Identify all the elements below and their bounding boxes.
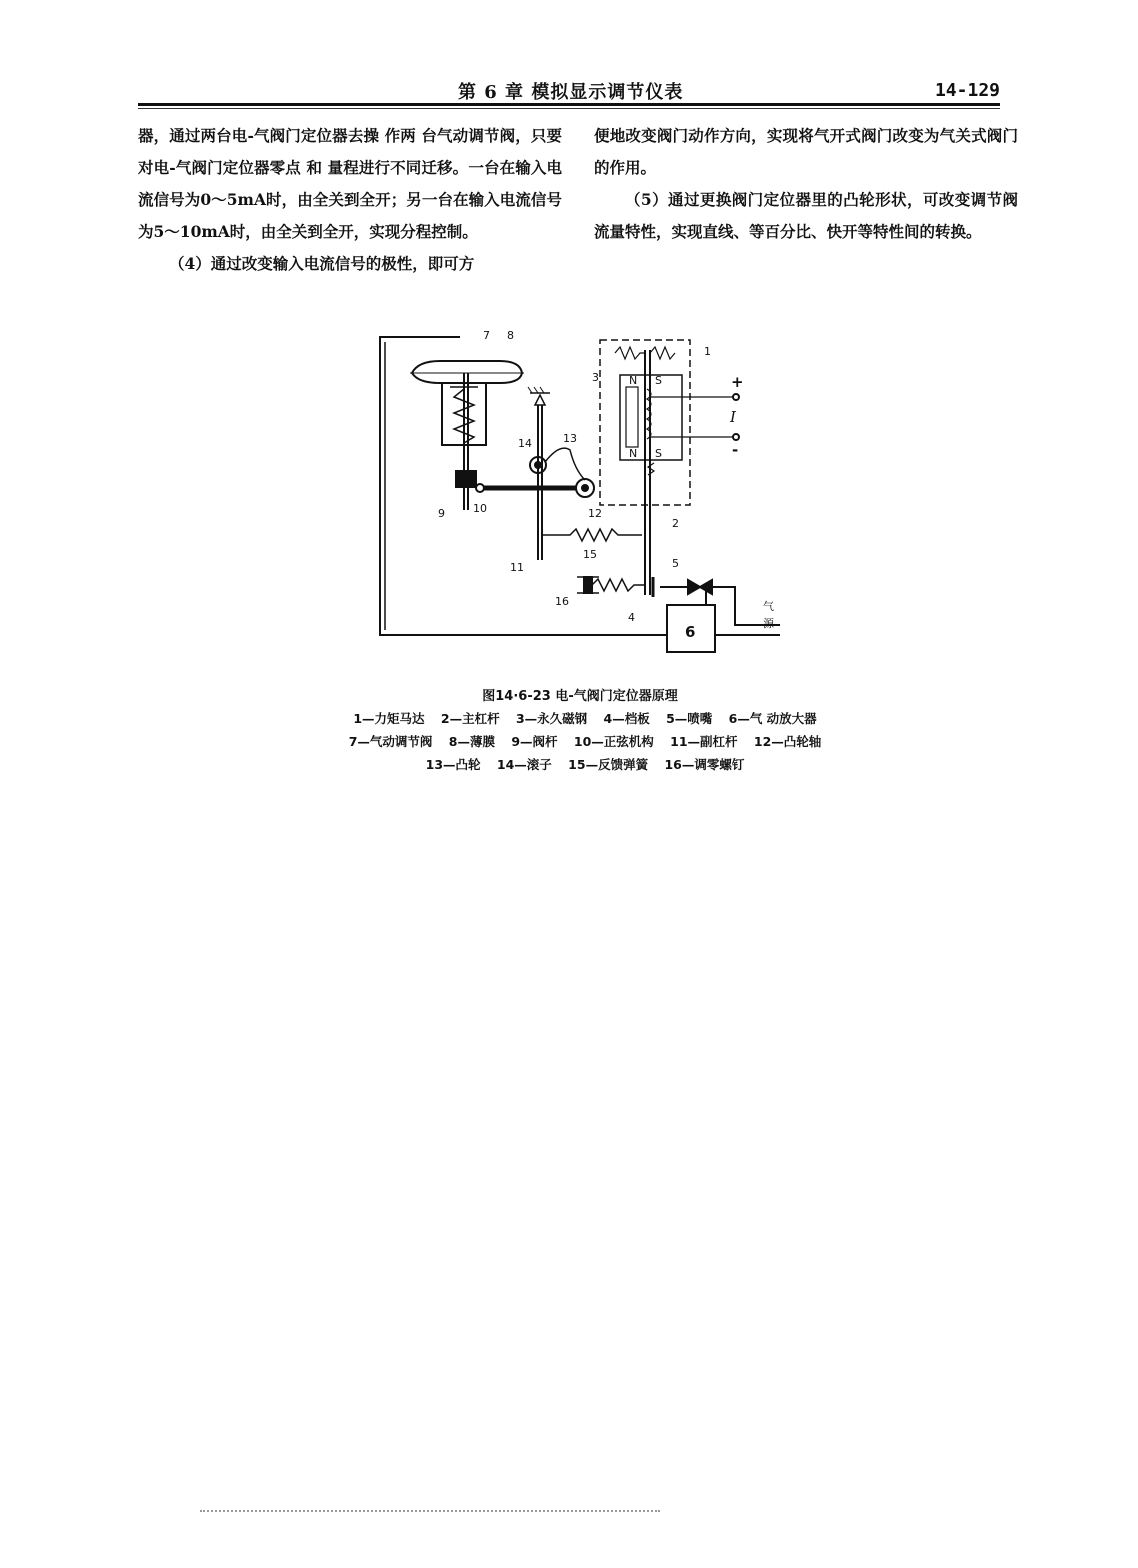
legend-item: 11—副杠杆 <box>670 734 738 749</box>
page-header <box>138 78 1000 106</box>
right-paragraph-1: 便地改变阀门动作方向，实现将气开式阀门改变为气关式阀门的作用。 <box>594 126 1018 177</box>
label-13: 13 <box>563 432 577 445</box>
scan-artifact-line <box>200 1510 660 1512</box>
legend-item: 1—力矩马达 <box>353 711 425 726</box>
legend-item: 2—主杠杆 <box>440 711 500 726</box>
air-source-label-1: 气 <box>763 600 774 613</box>
label-4: 4 <box>628 611 635 624</box>
header-rule <box>138 103 1000 106</box>
page-number: 14-129 <box>934 80 1000 101</box>
label-1: 1 <box>704 345 711 358</box>
label-15: 15 <box>583 548 597 561</box>
cam <box>545 448 585 480</box>
legend-item: 8—薄膜 <box>448 734 495 749</box>
label-7: 7 <box>483 329 490 342</box>
label-3: 3 <box>592 371 599 384</box>
stem-clamp <box>456 471 476 487</box>
left-column <box>138 120 562 280</box>
label-11: 11 <box>510 561 524 574</box>
legend-row <box>290 707 880 730</box>
right-column <box>594 120 1018 248</box>
legend-item: 3—永久磁钢 <box>515 711 588 726</box>
chapter-title: 第 6 章 模拟显示调节仪表 <box>458 82 684 103</box>
label-10: 10 <box>473 502 487 515</box>
magnet-s-bottom: S <box>655 447 662 460</box>
figure-caption: 图14·6-23 电-气阀门定位器原理 <box>482 689 678 704</box>
zero-spring <box>592 579 645 591</box>
legend-item: 10—正弦机构 <box>573 734 654 749</box>
label-2: 2 <box>672 517 679 530</box>
legend-item: 5—喷嘴 <box>666 711 713 726</box>
label-16: 16 <box>555 595 569 608</box>
legend-item: 16—调零螺钉 <box>664 757 745 772</box>
diagram-svg <box>370 325 790 665</box>
magnet-s-top: S <box>655 374 662 387</box>
header-rule-thin <box>138 108 1000 109</box>
positioner-diagram <box>370 325 790 665</box>
label-9: 9 <box>438 507 445 520</box>
label-plus: + <box>731 373 744 391</box>
label-6: 6 <box>685 623 696 641</box>
legend-item: 9—阀杆 <box>511 734 558 749</box>
magnet-n-top: N <box>629 374 638 387</box>
air-source-label-2: 源 <box>763 617 774 630</box>
left-paragraph-2: （4）通过改变输入电流信号的极性，即可方 <box>169 254 475 273</box>
label-14: 14 <box>518 437 532 450</box>
label-5: 5 <box>672 557 679 570</box>
label-current: I <box>730 408 736 426</box>
legend-item: 4—档板 <box>603 711 650 726</box>
legend-item: 13—凸轮 <box>425 757 481 772</box>
label-12: 12 <box>588 507 602 520</box>
right-paragraph-2: （5）通过更换阀门定位器里的凸轮形状，可改变调节阀流量特性，实现直线、等百分比、快开等特性间的转换。 <box>594 190 1018 241</box>
legend-row <box>290 730 880 753</box>
legend-item: 15—反馈弹簧 <box>568 757 649 772</box>
legend-item: 7—气动调节阀 <box>348 734 433 749</box>
legend-item: 14—滚子 <box>496 757 552 772</box>
left-paragraph-1: 器，通过两台电-气阀门定位器去操 作两 台气动调节阀，只要对电-气阀门定位器零点 和 量程进行不同迁移。一台在输入电流信号为0～5mA时，由全关到全开；另一台在输入电流信号为5～10mA时，由全关到全开，实现分程控制。 <box>138 126 562 241</box>
legend-item: 12—凸轮轴 <box>753 734 822 749</box>
feedback-spring <box>542 529 642 541</box>
figure-legend <box>290 707 880 776</box>
magnet-n-bottom: N <box>629 447 638 460</box>
legend-row <box>290 753 880 776</box>
label-minus: - <box>732 441 739 459</box>
label-8: 8 <box>507 329 514 342</box>
legend-item: 6—气 动放大器 <box>728 711 817 726</box>
